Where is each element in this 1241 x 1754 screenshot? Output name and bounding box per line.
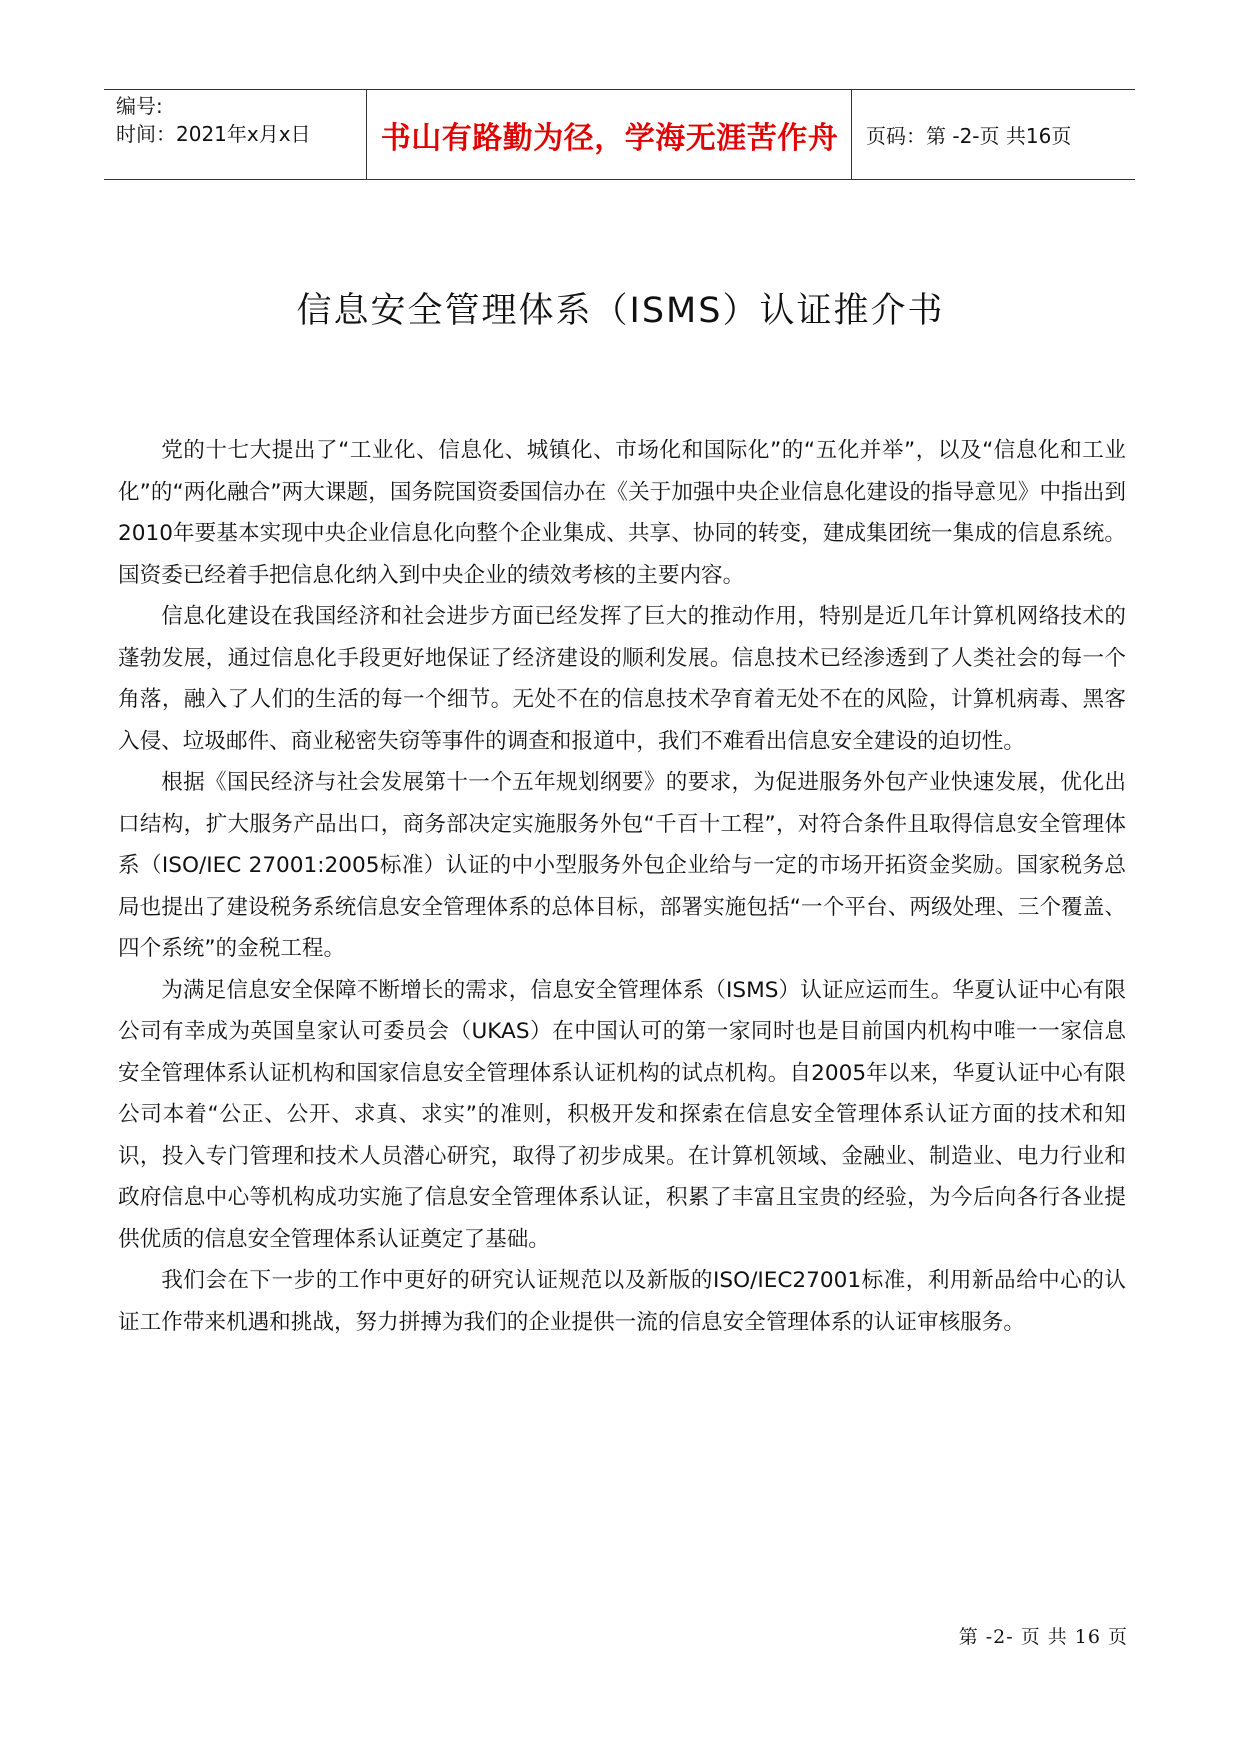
header-motto: 书山有路勤为径，学海无涯苦作舟	[380, 120, 839, 156]
paragraph-3: 根据《国民经济与社会发展第十一个五年规划纲要》的要求，为促进服务外包产业快速发展，优化出口结构，扩大服务产品出口，商务部决定实施服务外包“千百十工程”，对符合条件且取得信息安全管理体系（ISO/IEC 27001:2005标准）认证的中小型服务外包企业给与一定的市场开拓资金奖励。国家税务总局也提出了建设税务系统信息安全管理体系的总体目标，部署实施包括“一个平台、两级处理、三个覆盖、四个系统”的金税工程。	[118, 770, 1126, 961]
page-header	[104, 89, 1135, 180]
paragraph-4: 为满足信息安全保障不断增长的需求，信息安全管理体系（ISMS）认证应运而生。华夏认证中心有限公司有幸成为英国皇家认可委员会（UKAS）在中国认可的第一家同时也是目前国内机构中唯一一家信息安全管理体系认证机构和国家信息安全管理体系认证机构的试点机构。自2005年以来，华夏认证中心有限公司本着“公正、公开、求真、求实”的准则，积极开发和探索在信息安全管理体系认证方面的技术和知识，投入专门管理和技术人员潜心研究，取得了初步成果。在计算机领域、金融业、制造业、电力行业和政府信息中心等机构成功实施了信息安全管理体系认证，积累了丰富且宝贵的经验，为今后向各行各业提供优质的信息安全管理体系认证奠定了基础。	[118, 977, 1126, 1252]
page-footer: 第 -2- 页 共 16 页	[958, 1626, 1128, 1648]
paragraph-1: 党的十七大提出了“工业化、信息化、城镇化、市场化和国际化”的“五化并举”，以及“信息化和工业化”的“两化融合”两大课题，国务院国资委国信办在《关于加强中央企业信息化建设的指导意见》中指出到2010年要基本实现中央企业信息化向整个企业集成、共享、协同的转变，建成集团统一集成的信息系统。国资委已经着手把信息化纳入到中央企业的绩效考核的主要内容。	[118, 438, 1126, 588]
document-title: 信息安全管理体系（ISMS）认证推介书	[296, 291, 945, 331]
header-meta	[116, 92, 311, 148]
document-time-label: 时间：2021年x月x日	[116, 122, 311, 146]
paragraph-5: 我们会在下一步的工作中更好的研究认证规范以及新版的ISO/IEC27001标准，利用新品给中心的认证工作带来机遇和挑战，努力拼搏为我们的企业提供一流的信息安全管理体系的认证审核服务。	[118, 1268, 1126, 1335]
header-page-info: 页码：第 -2-页 共16页	[866, 124, 1072, 148]
document-body	[118, 430, 1126, 1343]
paragraph-2: 信息化建设在我国经济和社会进步方面已经发挥了巨大的推动作用，特别是近几年计算机网络技术的蓬勃发展，通过信息化手段更好地保证了经济建设的顺利发展。信息技术已经渗透到了人类社会的每一个角落，融入了人们的生活的每一个细节。无处不在的信息技术孕育着无处不在的风险，计算机病毒、黑客入侵、垃圾邮件、商业秘密失窃等事件的调查和报道中，我们不难看出信息安全建设的迫切性。	[118, 604, 1126, 754]
document-number-label: 编号:	[116, 94, 163, 118]
header-divider-right	[851, 90, 852, 179]
header-divider-left	[366, 90, 367, 179]
